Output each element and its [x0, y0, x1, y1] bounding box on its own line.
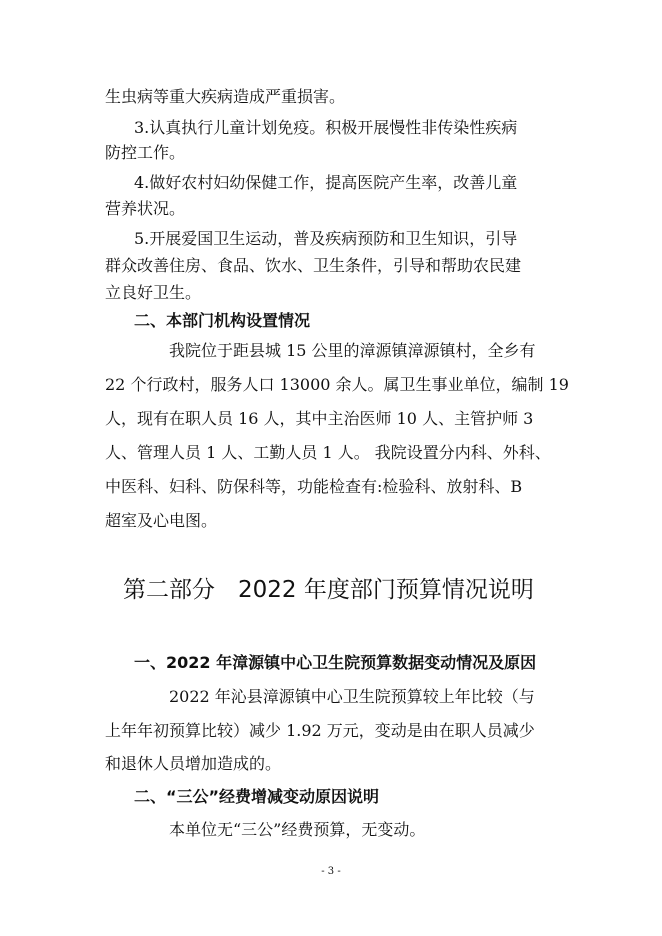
list-item-5-cont: 群众改善住房、食品、饮水、卫生条件，引导和帮助农民建 — [105, 256, 522, 275]
section-heading: 二、本部门机构设置情况 — [134, 311, 311, 330]
paragraph-line: 生虫病等重大疾病造成严重损害。 — [105, 87, 346, 106]
page-number: - 3 - — [321, 866, 341, 877]
paragraph-line: 人、管理人员 1 人、工勤人员 1 人。 我院设置分内科、外科、 — [105, 443, 551, 462]
paragraph-line: 本单位无“三公”经费预算，无变动。 — [169, 820, 426, 839]
paragraph-line: 和退休人员增加造成的。 — [105, 754, 282, 773]
paragraph-line: 22 个行政村，服务人口 13000 余人。属卫生事业单位，编制 19 — [105, 375, 569, 394]
paragraph-line: 2022 年沁县漳源镇中心卫生院预算较上年比较（与 — [169, 687, 535, 706]
paragraph-line: 中医科、妇科、防保科等，功能检查有:检验科、放射科、B — [105, 477, 523, 496]
paragraph-line: 我院位于距县城 15 公里的漳源镇漳源镇村，全乡有 — [169, 341, 536, 360]
list-item-5: 5.开展爱国卫生运动，普及疾病预防和卫生知识，引导 — [134, 229, 518, 248]
list-item-3: 3.认真执行儿童计划免疫。积极开展慢性非传染性疾病 — [134, 118, 518, 137]
list-item-4-cont: 营养状况。 — [105, 199, 186, 218]
paragraph-line: 人，现有在职人员 16 人，其中主治医师 10 人、主管护师 3 — [105, 409, 534, 428]
paragraph-line: 超室及心电图。 — [105, 511, 218, 530]
paragraph-line: 上年年初预算比较）减少 1.92 万元，变动是由在职人员减少 — [105, 721, 535, 740]
list-item-4: 4.做好农村妇幼保健工作，提高医院产生率，改善儿童 — [134, 173, 518, 192]
part-title: 第二部分 2022 年度部门预算情况说明 — [123, 577, 534, 603]
section-heading: 一、2022 年漳源镇中心卫生院预算数据变动情况及原因 — [134, 653, 537, 672]
list-item-5-cont: 立良好卫生。 — [105, 283, 202, 302]
section-heading: 二、“三公”经费增减变动原因说明 — [134, 787, 380, 806]
list-item-3-cont: 防控工作。 — [105, 143, 186, 162]
